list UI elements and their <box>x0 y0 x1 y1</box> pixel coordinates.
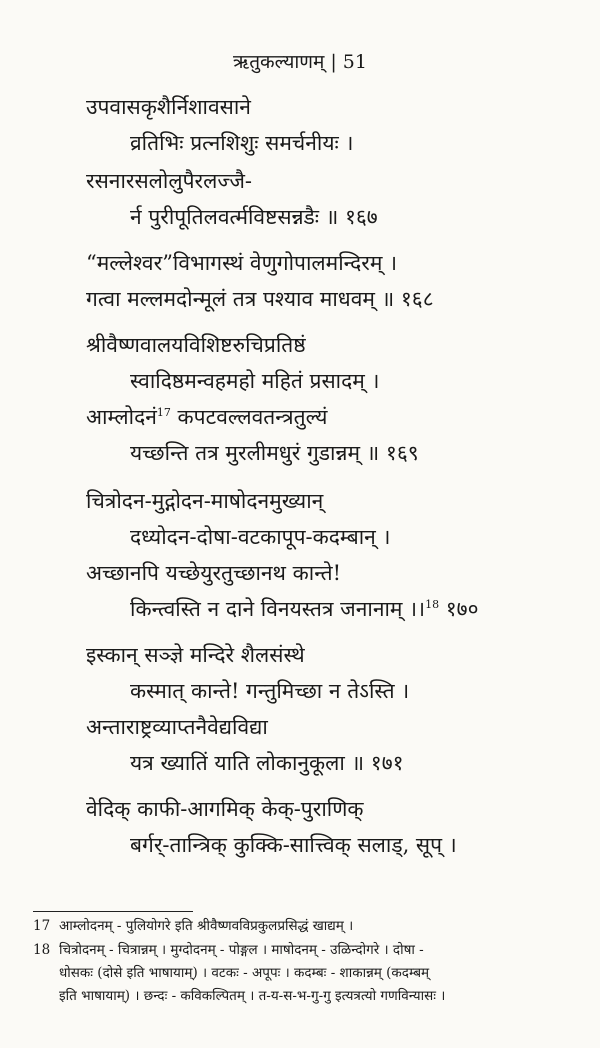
footnote-ref-17[interactable]: 17 <box>156 406 171 419</box>
verse-line: यच्छन्ति तत्र मुरलीमधुरं गुडान्नम् ॥ १६९ <box>130 441 419 465</box>
verse-line: वेदिक् काफी-आगमिक् केक्-पुराणिक् <box>86 797 364 821</box>
verse-line: अन्ताराष्ट्रव्याप्तनैवेद्यविद्या <box>86 715 268 739</box>
running-header <box>0 48 600 74</box>
footnote-text: आम्लोदनम् - पुलियोगरे इति श्रीवैष्णवविप्रकुलप्रसिद्धं खाद्यम् । <box>59 918 354 934</box>
verse-line: रसनारसलोलुपैरलज्जै- <box>86 169 253 193</box>
verse-number: १७० <box>439 597 479 621</box>
verse-line: व्रतिभिः प्रत्नशिशुः समर्चनीयः । <box>130 131 354 155</box>
verse-line: गत्वा मल्लमदोन्मूलं तत्र पश्याव माधवम् ॥ १६८ <box>86 287 434 311</box>
verse-line: श्रीवैष्णवालयविशिष्टरुचिप्रतिष्ठं <box>86 333 306 357</box>
verse-line: र्न पुरीपूतिलवर्त्मविष्टसन्नडैः ॥ १६७ <box>130 205 378 229</box>
verse-line: दध्योदन-दोषा-वटकापूप-कदम्बान् । <box>130 525 391 549</box>
verse-line: स्वादिष्ठमन्वहमहो महितं प्रसादम् । <box>130 369 380 393</box>
footnote-18 <box>33 939 573 1008</box>
footnote-rule <box>33 911 193 912</box>
verse-line: कस्मात् कान्ते! गन्तुमिच्छा न तेऽस्ति । <box>130 679 410 703</box>
verse-text: कपटवल्लवतन्त्रतुल्यं <box>170 405 328 429</box>
footnote-17 <box>33 915 573 938</box>
verse-line: बर्गर्-तान्त्रिक् कुक्कि-सात्त्विक् सलाड्, सूप् । <box>130 833 457 857</box>
footnote-text: इति भाषायाम्) । छन्दः - कविकल्पितम् । त-य-स-भ-गु-गु इत्यत्रत्यो गणविन्यासः । <box>59 988 446 1004</box>
verse-line: “मल्लेश्वर”विभागस्थं वेणुगोपालमन्दिरम् । <box>86 251 398 275</box>
verse-line: चित्रोदन-मुद्गोदन-माषोदनमुख्यान् <box>86 489 324 513</box>
verse-line: इस्कान् सञ्ज्ञे मन्दिरे शैलसंस्थे <box>86 643 305 667</box>
verse-line: अच्छानपि यच्छेयुरतुच्छानथ कान्ते! <box>86 561 342 585</box>
header-title: ऋतुकल्याणम् <box>233 51 325 73</box>
footnote-text: चित्रोदनम् - चित्रान्नम् । मुग्दोदनम् - पोङ्गल । माषोदनम् - उळिन्दोगरे । दोषा - <box>59 942 424 958</box>
verse-line: यत्र ख्यातिं याति लोकानुकूला ॥ १७१ <box>130 751 404 775</box>
verse-line: उपवासकृशैर्निशावसाने <box>86 95 251 119</box>
footnote-number: 17 <box>33 918 51 934</box>
verse-text: किन्त्वस्ति न दाने विनयस्तत्र जनानाम् ।। <box>130 597 426 621</box>
footnote-number: 18 <box>33 942 51 958</box>
verse-line <box>130 596 479 622</box>
footnote-ref-18[interactable]: 18 <box>425 598 440 611</box>
footnote-text: धोसकः (दोसे इति भाषायाम्) । वटकः - अपूपः । कदम्बः - शाकान्नम् (कदम्बम् <box>59 965 430 981</box>
page-number: 51 <box>342 51 367 73</box>
verse-text: आम्लोदनं <box>86 405 157 429</box>
header-separator: | <box>330 51 337 73</box>
verse-line <box>86 404 327 430</box>
